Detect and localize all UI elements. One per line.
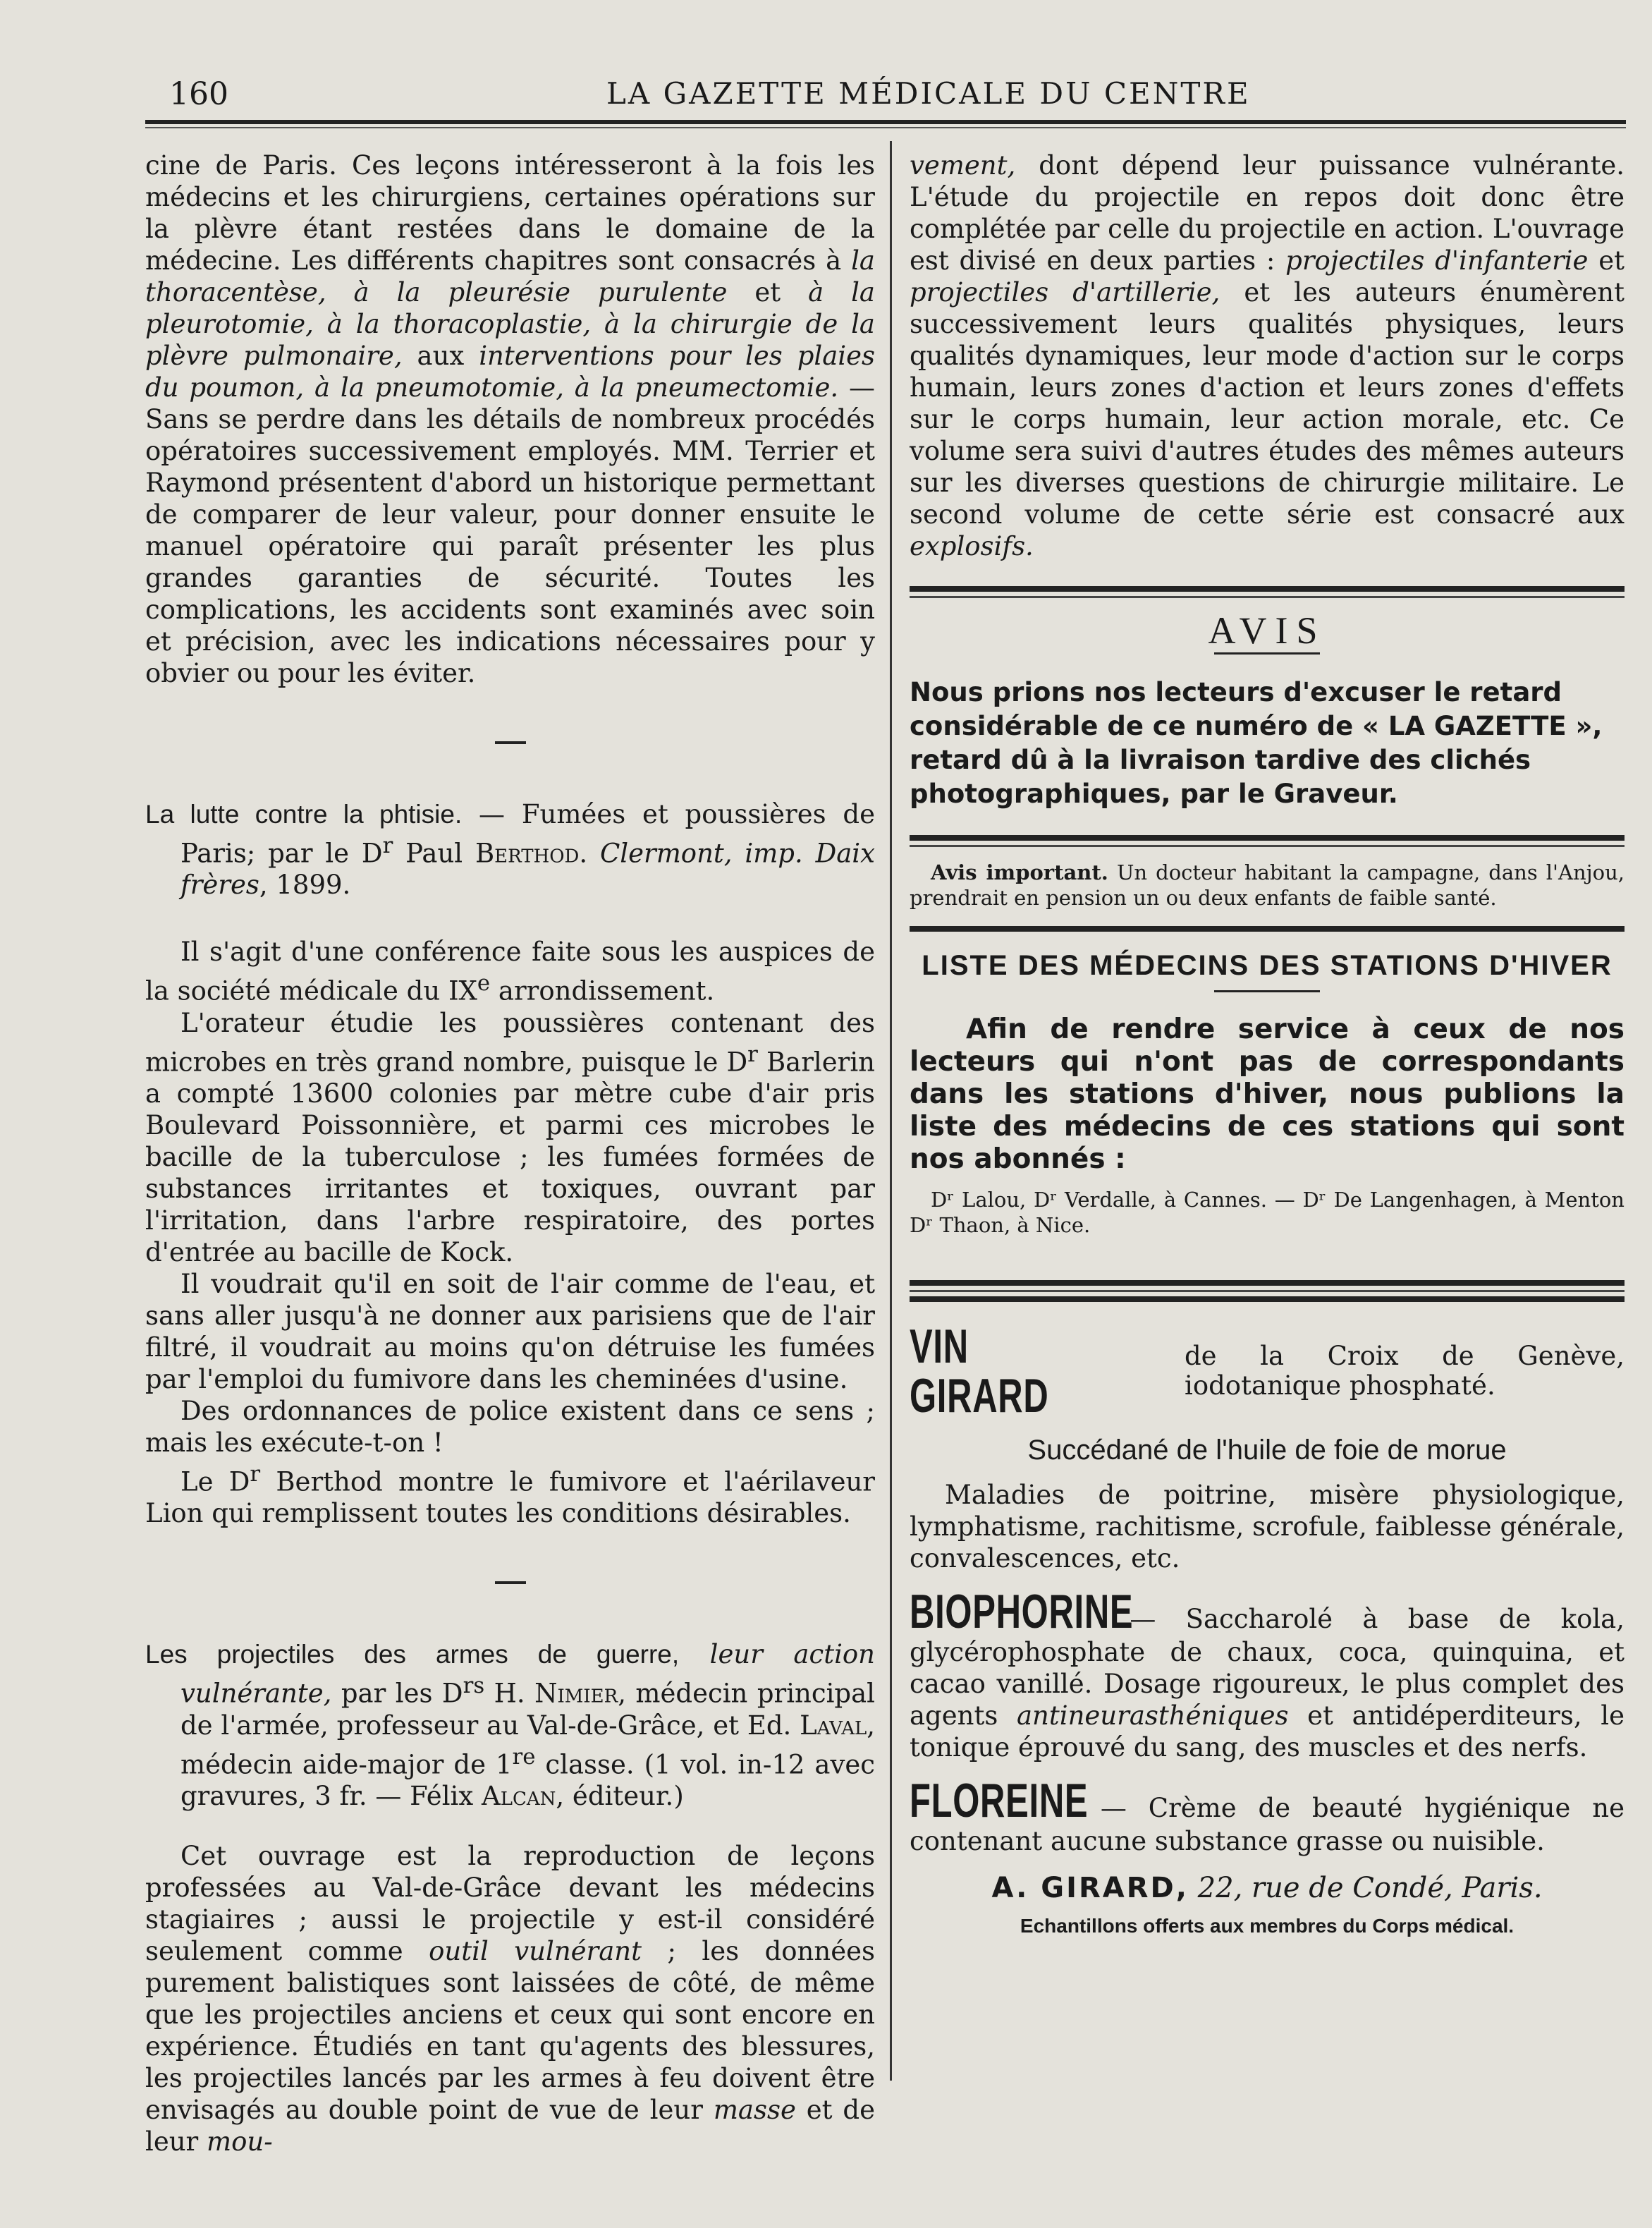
entry-phtisie-heading: La lutte contre la phtisie. — Fumées et poussières de Paris; par le $D^r$ Paul Berthod. Clermont, imp. Daix frères, 1899. (145, 799, 876, 901)
address-line: A. GIRARD, 22, rue de Condé, Paris. (991, 1872, 1543, 1904)
ad-vin-girard (910, 1322, 1625, 1574)
liste-doctors: Dʳ Lalou, Dʳ Verdalle, à Cannes. — Dʳ De Langenhagen, à Menton Dʳ Thaon, à Nice. (910, 1188, 1625, 1237)
review-continuation-right: vement, dont dépend leur puissance vulnérante. L'étude du projectile en repos doit donc être complétée par celle du projectile en action. L'ouvrage est divisé en deux parties : projectiles d'infanterie et projectiles d'artillerie, et les auteurs énumèrent successivement leurs qualités physiques, leurs qualités dynamiques, leur mode d'action sur le corps humain, leurs zones d'action et leurs zones d'effets sur le corps humain, leur action morale, etc. Ce volume sera suivi d'autres études des mêmes auteurs sur les diverses questions de chirurgie militaire. Le second volume de cette série est consacré aux explosifs. (910, 150, 1625, 561)
header-rule (145, 120, 1626, 124)
separator-dash (145, 1564, 875, 1596)
avis-heading: AVIS (1208, 609, 1326, 652)
entry-title: La lutte contre la phtisie. (145, 800, 463, 829)
ad-floreine: FLOREINE — Crème de beauté hygiénique ne contenant aucune substance grasse ou nuisible. (910, 1774, 1625, 1856)
vin-subtitle: Succédané de l'huile de foie de morue (1027, 1435, 1507, 1466)
paragraph: Il s'agit d'une conférence faite sous les auspices de la société médicale du IXe arrondissement. (145, 937, 875, 1006)
journal-title: LA GAZETTE MÉDICALE DU CENTRE (606, 76, 1251, 111)
entry-title: Les projectiles des armes de guerre, (145, 1640, 680, 1669)
samples-line: Echantillons offerts aux membres du Corps médical. (1020, 1915, 1515, 1937)
paragraph: Cet ouvrage est la reproduction de leçons professées au Val-de-Grâce devant les médecins stagiaires ; aussi le projectile y est-il considéré seulement comme outil vulnérant ; les données purement balistiques sont laissées de côté, de même que les projectiles anciens et ceux qui sont encore en expérience. Étudiés en tant qu'agents des blessures, les projectiles lancés par les armes à feu doivent être envisagés au double point de vue de leur masse et de leur mou- (145, 1840, 876, 2157)
header-rule-thin (145, 127, 1626, 128)
ad-biophorine: BIOPHORINE — Saccharolé à base de kola, glycérophosphate de chaux, coca, quinquina, et cacao vanillé. Dosage rigoureux, le plus complet des agents antineurasthéniques et antidéperditeurs, le tonique éprouvé du sang, des muscles et des nerfs. (910, 1585, 1625, 1763)
vin-text: Maladies de poitrine, misère physiologique, lymphatisme, rachitisme, scrofule, faiblesse générale, convalescences, etc. (910, 1480, 1625, 1573)
brand-vin-girard: VIN GIRARD (910, 1320, 1049, 1423)
paragraph: L'orateur étudie les poussières contenant des microbes en très grand nombre, puisque le $D^r$ Barlerin a compté 13600 colonies par mètre cube d'air pris Boulevard Poissonnière, et parmi ces microbes le bacille de la tuberculose ; les fumées formées de substances irritantes et toxiques, ouvrant par l'irritation, dans l'arbre respiratoire, des portes d'entrée au bacille de Kock. (145, 1007, 875, 1267)
column-divider (890, 141, 892, 2081)
avis-important: Avis important. Un docteur habitant la campagne, dans l'Anjou, prendrait en pension un ou deux enfants de faible santé. (910, 860, 1625, 910)
brand-biophorine: BIOPHORINE (910, 1585, 1134, 1638)
separator-dash (145, 724, 875, 756)
heading-underline (1214, 652, 1320, 655)
right-column (910, 150, 1625, 1942)
section-rule (910, 926, 1625, 932)
paragraph: Il voudrait qu'il en soit de l'air comme de l'eau, et sans aller jusqu'à ne donner aux parisiens que de l'air filtré, il voudrait au moins qu'on détruise les fumées par l'emploi du fumivore dans les cheminées d'usine. (145, 1268, 875, 1394)
review-continuation: cine de Paris. Ces leçons intéresseront à la fois les médecins et les chirurgiens, certaines opérations sur la plèvre étant restées dans le domaine de la médecine. Les différents chapitres sont consacrés à la thoracentèse, à la pleurésie purulente et à la pleurotomie, à la thoracoplastie, à la chirurgie de la plèvre pulmonaire, aux interventions pour les plaies du poumon, à la pneumotomie, à la pneumectomie. — Sans se perdre dans les détails de nombreux procédés opératoires successivement employés. MM. Terrier et Raymond présentent d'abord un historique permettant de comparer de leur valeur, pour donner ensuite le manuel opératoire qui paraît présenter les plus grandes garanties de sécurité. Toutes les complications, les accidents sont examinés avec soin et précision, avec les indications nécessaires pour y obvier ou pour les éviter. (145, 150, 875, 688)
section-rule (910, 586, 1625, 592)
liste-intro: Afin de rendre service à ceux de nos lecteurs qui n'ont pas de correspondants dans les stations d'hiver, nous publions la liste des médecins de ces stations qui sont nos abonnés : (910, 1013, 1625, 1175)
page-header (169, 76, 1622, 116)
heading-underline (1214, 990, 1320, 992)
section-rule-thin (910, 1290, 1625, 1292)
section-rule-thin (910, 596, 1625, 598)
avis-notice: Nous prions nos lecteurs d'excuser le retard considérable de ce numéro de « LA GAZETTE », retard dû à la livraison tardive des clichés photographiques, par le Graveur. (910, 677, 1603, 809)
section-rule (910, 1280, 1625, 1286)
section-rule (910, 1296, 1625, 1302)
paragraph: Des ordonnances de police existent dans ce sens ; mais les exécute-t-on ! (145, 1395, 875, 1458)
brand-floreine: FLOREINE (910, 1774, 1089, 1827)
entry-projectiles-heading: Les projectiles des armes de guerre, leur action vulnérante, par les $D^{rs}$ H. Nimier, médecin principal de l'armée, professeur au Val-de-Grâce, et Ed. Laval, médecin aide-major de 1re classe. (1 vol. in-12 avec gravures, 3 fr. — Félix Alcan, éditeur.) (145, 1639, 876, 1811)
paragraph: Le $D^r$ Berthod montre le fumivore et l'aérilaveur Lion qui remplissent toutes les conditions désirables. (145, 1461, 875, 1529)
left-column (145, 150, 875, 2157)
section-rule (910, 835, 1625, 841)
liste-heading: LISTE DES MÉDECINS DES STATIONS D'HIVER (922, 950, 1613, 981)
page-number: 160 (169, 76, 228, 112)
vin-desc: de la Croix de Genève, iodotanique phosphaté. (1185, 1341, 1625, 1401)
